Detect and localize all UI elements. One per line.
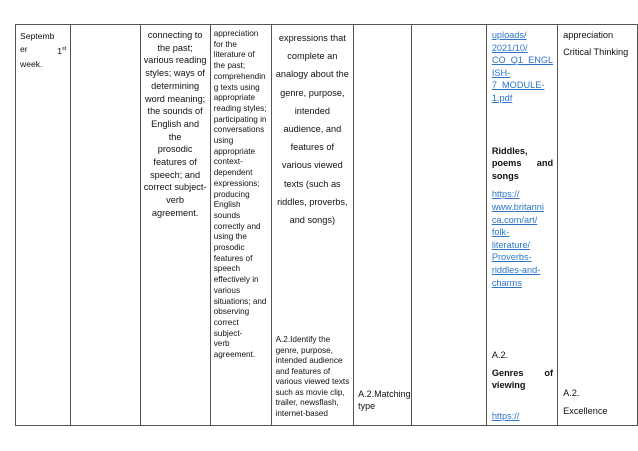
empty-cell (71, 25, 140, 426)
standard-line: prosodic (213, 243, 245, 253)
performance-line: texts (such as (283, 178, 341, 189)
content-line: verb (166, 195, 185, 206)
standard-line: using the (213, 232, 247, 242)
standard-line: reading styles; (213, 103, 267, 113)
link-line[interactable]: https:// (491, 189, 520, 200)
content-line: speech; and (150, 169, 201, 180)
values-a2-label: A.2. (563, 388, 580, 398)
standard-line: appreciation (213, 29, 259, 38)
competency-a2-line: A.2.Identify the (275, 335, 331, 344)
link-line[interactable]: literature/ (491, 239, 531, 250)
competency-a2-line: genre, purpose, (275, 345, 333, 355)
link-line[interactable]: riddles-and- (491, 264, 541, 275)
standard-line: producing (213, 189, 250, 199)
standard-line: the past; (213, 61, 246, 71)
standard-line: context- (213, 157, 243, 167)
competency-a2-line: and features of (275, 366, 331, 376)
standard-line: comprehendin (213, 71, 266, 81)
riddles-heading (492, 145, 553, 183)
link-line[interactable]: folk- (491, 227, 510, 238)
performance-cell (271, 25, 354, 426)
activity-cell (354, 25, 412, 426)
performance-line: genre, purpose, (280, 87, 345, 98)
competency-a2-line: various viewed texts (275, 377, 350, 386)
link-line[interactable]: 1.pdf (491, 92, 513, 103)
genres-heading (492, 367, 553, 392)
heading-word: and (536, 158, 554, 169)
resource-link-3[interactable]: https:// (491, 410, 520, 421)
activity-line: A.2.Matching (358, 389, 411, 399)
standard-line: appropriate (213, 93, 256, 103)
standard-line: conversations (213, 125, 265, 135)
content-line: prosodic (157, 144, 193, 155)
values-excellence: Excellence (563, 406, 608, 416)
standard-line: for the (213, 39, 237, 49)
performance-line: various viewed (281, 160, 343, 171)
performance-line: expressions that (278, 33, 346, 43)
link-line[interactable]: uploads/ (491, 30, 527, 40)
content-line: correct subject- (143, 182, 207, 193)
values-cell (558, 25, 638, 426)
standard-line: verb (213, 339, 230, 349)
heading-line: Riddles, (491, 145, 528, 156)
content-line: word meaning; (144, 93, 206, 104)
link-line[interactable]: 2021/10/ (491, 42, 528, 53)
content-line: the sounds of (147, 106, 203, 117)
standard-line: features of (213, 253, 253, 263)
week-number: 1 (57, 45, 63, 56)
heading-word: Genres (491, 367, 524, 378)
standard-line: dependent (213, 168, 253, 178)
standard-line: using (213, 136, 234, 146)
performance-line: and songs) (289, 215, 336, 226)
standard-line: appropriate (213, 146, 256, 156)
standard-line: English sounds (213, 200, 241, 220)
standard-line: expressions; (213, 178, 260, 188)
resource-link-2[interactable] (492, 188, 553, 289)
heading-word: of (544, 367, 554, 378)
content-cell (140, 25, 210, 426)
values-line: Critical Thinking (563, 46, 629, 57)
content-line: connecting to (147, 30, 203, 40)
standard-line: correctly and (213, 221, 261, 231)
week-line-1: Septemb (20, 31, 55, 41)
performance-line: complete an (287, 51, 338, 62)
link-line[interactable]: Proverbs- (491, 252, 532, 263)
week-cell (16, 25, 71, 426)
content-line: styles; ways of (145, 68, 205, 79)
content-line: features of (153, 157, 197, 168)
performance-line: audience, and (283, 124, 342, 135)
week-line-3: week. (20, 58, 43, 69)
performance-line: features of (290, 142, 335, 153)
resource-a2-label: A.2. (491, 350, 509, 361)
standard-line: effectively in (213, 275, 259, 285)
table-row (16, 25, 638, 426)
standard-line: speech (213, 264, 241, 274)
content-line: English and the (151, 118, 200, 142)
resource-link-1[interactable] (492, 29, 553, 105)
standard-line: situations; and (213, 296, 267, 306)
standard-line: literature of (213, 50, 255, 60)
heading-line: songs (491, 170, 519, 181)
standard-line: g texts using (213, 82, 260, 92)
competency-a2 (276, 335, 351, 419)
link-line[interactable]: ISH- (491, 67, 511, 78)
link-line[interactable]: CO_Q1_ENGL (491, 55, 554, 66)
week-line-2: er (20, 43, 28, 54)
content-line: the past; (157, 42, 193, 53)
competency-a2-line: intended audience (275, 356, 343, 365)
activity-a2 (358, 388, 409, 412)
performance-line: intended (294, 105, 330, 116)
competency-a2-line: such as movie clip, (275, 387, 345, 397)
competency-a2-line: internet-based (275, 408, 328, 418)
standard-line: participating in (213, 114, 267, 124)
content-line: various reading (143, 55, 207, 66)
competency-a2-line: trailer, newsflash, (275, 398, 339, 407)
standard-cell (210, 25, 271, 426)
values-line: appreciation (563, 30, 614, 40)
link-line[interactable]: ca.com/art/ (491, 214, 538, 225)
week-ordinal: st (62, 45, 67, 52)
link-line[interactable]: charms (491, 277, 522, 288)
curriculum-table (15, 24, 638, 426)
heading-word: poems (491, 158, 522, 169)
standard-line: observing (213, 307, 250, 317)
activity-line: type (358, 401, 376, 411)
empty-cell (411, 25, 486, 426)
performance-line: riddles, proverbs, (277, 196, 348, 207)
standard-line: agreement. (213, 350, 256, 360)
standard-line: correct subject- (213, 317, 243, 338)
resources-cell (486, 25, 557, 426)
link-line[interactable]: 7_MODULE- (491, 80, 545, 91)
standard-line: various (213, 285, 241, 295)
content-line: determining (151, 80, 200, 91)
heading-line: viewing (491, 380, 526, 391)
performance-line: analogy about the (275, 69, 349, 80)
content-line: agreement. (151, 207, 199, 218)
link-line[interactable]: www.britanni (491, 201, 544, 212)
